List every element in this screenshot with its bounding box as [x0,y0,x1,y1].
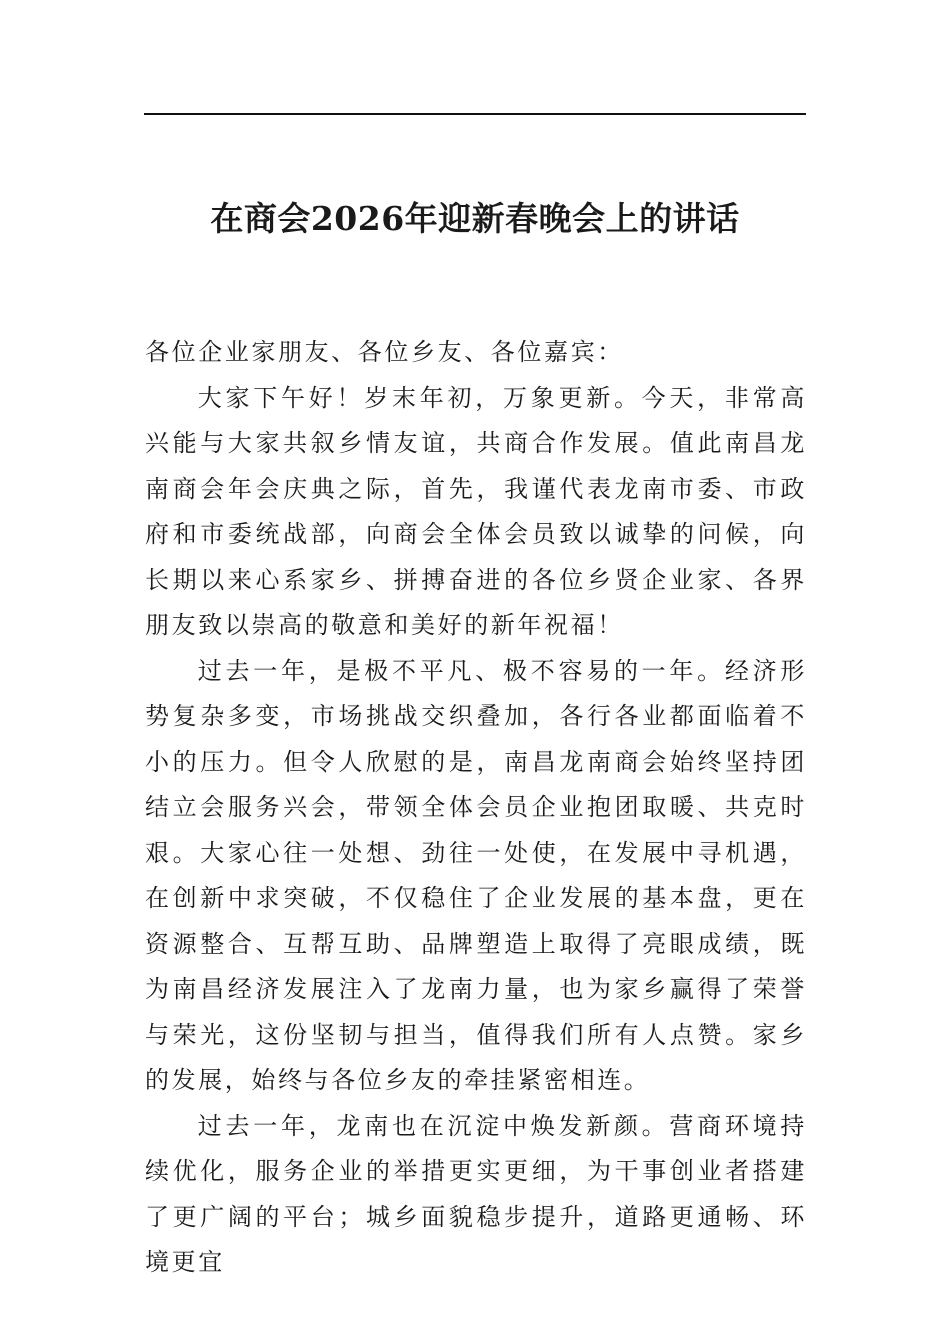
header-rule [144,113,806,115]
salutation: 各位企业家朋友、各位乡友、各位嘉宾： [145,338,624,366]
paragraph: 大家下午好！岁末年初，万象更新。今天，非常高兴能与大家共叙乡情友谊，共商合作发展。值此南昌龙南商会年会庆典之际，首先，我谨代表龙南市委、市政府和市委统战部，向商会全体会员致以诚挚的问候，向长期以来心系家乡、拼搏奋进的各位乡贤企业家、各界朋友致以崇高的敬意和美好的新年祝福！ [145,383,807,639]
document-title: 在商会2026年迎新春晚会上的讲话 [210,199,740,238]
document-body [145,330,807,1286]
paragraph: 过去一年，龙南也在沉淀中焕发新颜。营商环境持续优化，服务企业的举措更实更细，为干事创业者搭建了更广阔的平台；城乡面貌稳步提升，道路更通畅、环境更宜 [145,1111,807,1276]
paragraph: 过去一年，是极不平凡、极不容易的一年。经济形势复杂多变，市场挑战交织叠加，各行各业都面临着不小的压力。但令人欣慰的是，南昌龙南商会始终坚持团结立会服务兴会，带领全体会员企业抱团取暖、共克时艰。大家心往一处想、劲往一处使，在发展中寻机遇，在创新中求突破，不仅稳住了企业发展的基本盘，更在资源整合、互帮互助、品牌塑造上取得了亮眼成绩，既为南昌经济发展注入了龙南力量，也为家乡赢得了荣誉与荣光，这份坚韧与担当，值得我们所有人点赞。家乡的发展，始终与各位乡友的牵挂紧密相连。 [145,656,807,1094]
